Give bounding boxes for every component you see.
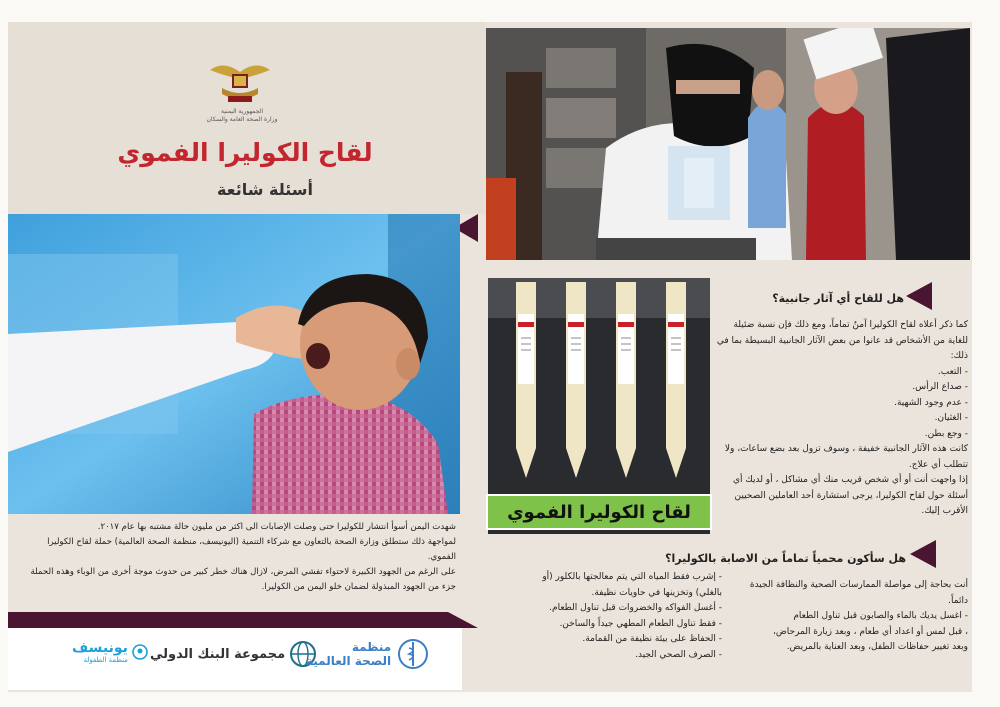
list-item: - وجع بطن.	[924, 428, 968, 439]
side-effects-intro: كما ذكر أعلاه لقاح الكوليرا آمنٌ تماماً، ومع ذلك فإن نسبة ضئيلة للغاية من الأشخاص قد عانوا من بعض الآثار الجانبية البسيطة بما في ذلك:	[716, 320, 968, 361]
list-item: بالغلي) وتخزينها في حاويات نظيفة.	[591, 587, 722, 598]
list-item: - صداع الرأس.	[912, 382, 968, 392]
unicef-subtitle: منظمة الطفولة	[83, 656, 128, 664]
world-bank-name: مجموعة البنك الدولي	[150, 646, 286, 662]
ministry-label: وزارة الصحة العامة والسكان	[206, 116, 278, 123]
list-item: - عدم وجود الشهية.	[894, 397, 968, 408]
section2-arrow-icon	[910, 540, 936, 568]
vaccine-caption: لقاح الكوليرا الفموي	[486, 494, 712, 530]
who-emblem-icon	[395, 638, 431, 670]
country-name: الجمهورية اليمنية	[220, 108, 263, 115]
list-item: - اغسل يديك بالماء والصابون قبل تناول الطعام	[793, 611, 968, 621]
world-bank-logo	[150, 640, 317, 668]
vaccination-photo	[8, 214, 460, 514]
hygiene-advice-left	[470, 570, 722, 663]
who-name-line2: الصحة العالمية	[306, 654, 392, 668]
side-effects-note: كانت هذه الآثار الجانبية خفيفة ، وسوف تزول بعد بضع ساعات، ولا تتطلب أي علاج.	[724, 444, 968, 470]
list-item: - فقط تناول الطعام المطهي جيداً والساخن.	[559, 618, 722, 629]
protection-question: هل سأكون محمياً تماماً من الاصابة بالكوليرا؟	[665, 552, 906, 565]
page-title: لقاح الكوليرا الفموي	[117, 138, 373, 167]
side-effects-answer	[716, 318, 968, 520]
page-subtitle: أسئلة شائعة	[216, 180, 314, 199]
list-item: - الغثيان.	[934, 413, 968, 423]
yemen-emblem-icon	[208, 58, 272, 108]
list-item: - التعب.	[937, 366, 968, 377]
section1-arrow-icon	[906, 282, 932, 310]
list-item: - أغسل الفواكه والخضروات قبل تناول الطعام.	[549, 603, 722, 613]
hygiene-intro: أنت بحاجة إلى مواصلة الممارسات الصحية والنظافة الجيدة دائماً.	[749, 580, 968, 606]
list-item: وبعد تغيير حفاظات الطفل، وبعد العناية بالمريض.	[786, 642, 968, 652]
intro-paragraph: لمواجهة ذلك ستطلق وزارة الصحة بالتعاون مع شركاء التنمية (اليونيسف، منظمة الصحة العالمية) حملة لقاح الكوليرا الفموي.	[47, 537, 456, 562]
unicef-icon	[132, 644, 148, 660]
consult-note: إذا واجهت أنت أو أي شخص قريب منك أي مشاكل ، أو لديك أي أسئلة حول لقاح الكوليرا، يرجى استشارة أحد العاملين الصحيين الأقرب إليك.	[732, 475, 968, 516]
unicef-name: يونيسف	[72, 640, 128, 656]
side-effects-list	[716, 365, 968, 443]
unicef-logo	[72, 640, 148, 664]
side-effects-question: هل للقاح أي آثار جانبية؟	[772, 292, 904, 305]
list-item: ، قبل لمس أو اعداد أي طعام ، وبعد زيارة المرحاض،	[772, 626, 968, 637]
footer-band-decor	[8, 612, 478, 628]
health-worker-photo	[486, 28, 970, 260]
who-logo	[306, 638, 431, 670]
who-name-line1: منظمة	[351, 640, 392, 654]
list-item: - الحفاظ على بيئة نظيفة من القمامة.	[582, 634, 722, 644]
intro-paragraph: على الرغم من الجهود الكبيرة لاحتواء تفشي المرض، لازال هناك خطر كبير من حدوث موجة أخرى من الوباء وهذه الحملة جزء من الجهود المبذولة لضمان خلو اليمن من الكوليرا.	[30, 567, 456, 592]
list-item: - إشرب فقط المياه التي يتم معالجتها بالكلور (أو	[542, 572, 722, 582]
intro-paragraph: شهدت اليمن أسوأ انتشار للكوليرا حتى وصلت الإصابات الى اكثر من مليون حالة مشتبه بها عام ٢٠١٧.	[97, 522, 456, 532]
hygiene-advice-right	[732, 578, 968, 656]
list-item: - الصرف الصحي الجيد.	[635, 649, 722, 660]
intro-paragraphs	[24, 520, 456, 595]
ministry-name	[196, 108, 288, 124]
